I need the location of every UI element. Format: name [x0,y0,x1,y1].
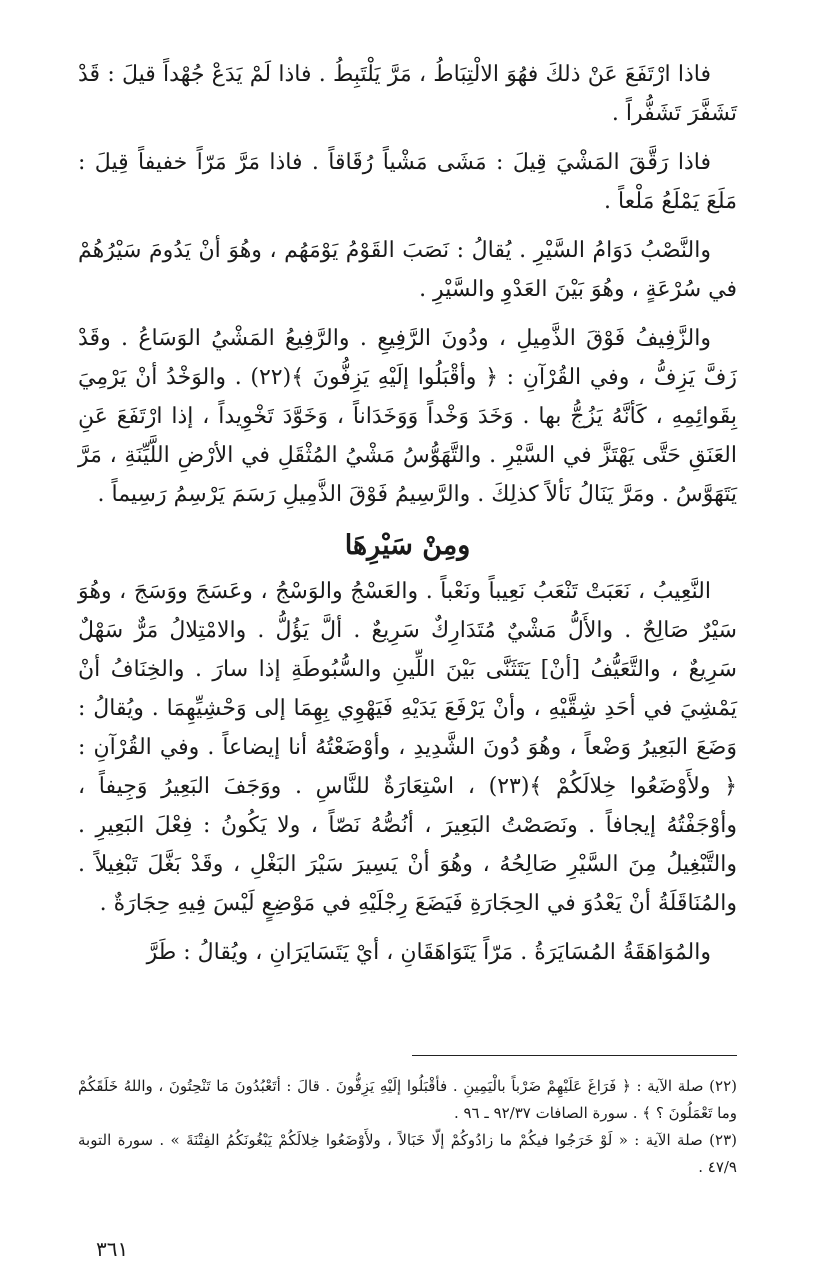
paragraph-text: فاذا ارْتَفَعَ عَنْ ذلكَ فهُوَ الالْتِبَاطُ ، مَرَّ يَلْتَبِطُ . فاذا لَمْ يَدَعْ جُهْداً قيلَ : قَدْ تَشَفَّرَ تَشَفُّراً . [78,62,737,126]
footnote-23: (٢٣) صلة الآية : « لَوْ خَرَجُوا فيكُمْ ما زادُوكُمْ إلّا خَبَالاً ، ولأَوْضَعُوا خِلالَكُمْ يَبْغُونَكُمُ الفِتْنَةَ » . سورة التوبة ٤٧/٩ . [78,1131,737,1176]
section-heading: ومِنْ سَيْرِهَا [344,530,471,561]
paragraph-text: النَّعِيبُ ، نَعَبَتْ تَنْعَبُ نَعِيباً ونَعْباً . والعَسْجُ والوَسْجُ ، وعَسَجَ ووَسَجَ ، وهُوَ سَيْرٌ صَالِحٌ . والأَلُّ مَشْيٌ مُتَدَارِكٌ سَرِيعٌ . ألَّ يَؤُلُّ . والامْتِلالُ مَرٌّ سَهْلٌ سَرِيعٌ ، والتَّعَيُّفُ [أنْ] يَتَثَنَّى بَيْنَ اللِّينِ والسُّبُوطَةِ إذا سارَ . والخِنَافُ أنْ يَمْشِيَ في أحَدِ شِقَّيْهِ ، وأنْ يَرْفَعَ يَدَيْهِ فَيَهْوِي بِهِمَا إلى وَحْشِيِّهِمَا . ويُقالُ : وَضَعَ البَعِيرُ وَضْعاً ، وهُوَ دُونَ الشَّدِيدِ ، وأوْضَعْتُهُ أنا إيضاعاً . وفي القُرْآنِ : ﴿ ولأَوْضَعُوا خِلالَكُمْ ﴾(٢٣) ، اسْتِعَارَةٌ للنَّاسِ . ووَجَفَ البَعِيرُ وَجِيفاً ، وأوْجَفْتُهُ إيجافاً . ونَصَصْتُ البَعِيرَ ، أنُصُّهُ نَصّاً ، ولا يَكُونُ : فِعْلَ البَعِيرِ . والتَّبْغِيلُ مِنَ السَّيْرِ صَالِحُهُ ، وهُوَ أنْ يَسِيرَ سَيْرَ البَغْلِ ، وقَدْ بَغَّلَ تَبْغِيلاً . والمُنَاقَلَةُ أنْ يَعْدُوَ في الحِجَارَةِ فَيَضَعَ رِجْلَيْهِ في مَوْضِعٍ لَيْسَ فِيهِ حِجَارَةٌ . [78,579,738,916]
footnote-divider [412,1055,737,1056]
paragraph-malaa [78,143,737,221]
book-page [78,55,737,1287]
paragraph-text: فاذا رَقَّقَ المَشْيَ قِيلَ : مَشَى مَشْياً رُقَاقاً . فاذا مَرَّ مَرّاً خفيفاً قِيلَ : مَلَعَ يَمْلَعُ مَلْعاً . [78,150,737,214]
paragraph-zafif [78,319,737,514]
paragraph-iltibat [78,55,737,133]
footnotes [78,1073,737,1181]
paragraph-text: والزَّفِيفُ فَوْقَ الذَّمِيلِ ، ودُونَ الرَّفِيعِ . والرَّفِيعُ المَشْيُ الوَسَاعُ . وقَدْ زَفَّ يَزِفُّ ، وفي القُرْآنِ : ﴿ وأقْبَلُوا إلَيْهِ يَزِفُّونَ ﴾(٢٢) . والوَخْدُ أنْ يَرْمِيَ بِقَوائِمِهِ ، كَأنَّهُ يَزُجُّ بها . وَخَدَ وَخْداً وَوَخَدَاناً ، وَخَوَّدَ تَخْوِيداً ، إذا ارْتَفَعَ عَنِ العَنَقِ حَتَّى يَهْتَزَّ في السَّيْرِ . والتَّهَوُّسُ مَشْيُ المُثْقَلِ في الأرْضِ اللَّيِّنَةِ ، مَرَّ يَتَهَوَّسُ . ومَرَّ يَنَالُ نَألاً كذلِكَ . والرَّسِيمُ فَوْقَ الذَّمِيلِ رَسَمَ يَرْسِمُ رَسِيماً . [78,326,738,507]
paragraph-muwahaqa [78,933,737,972]
paragraph-naib [78,572,737,923]
paragraph-text: والمُوَاهَقَةُ المُسَايَرَةُ . مَرّاً يَتَوَاهَقَانِ ، أيْ يَتَسَايَرَانِ ، ويُقالُ : طَرَّ [146,940,711,965]
paragraph-text: والنَّصْبُ دَوَامُ السَّيْرِ . يُقالُ : نَصَبَ القَوْمُ يَوْمَهُم ، وهُوَ أنْ يَدُومَ سَيْرُهُمْ في سُرْعَةٍ ، وهُوَ بَيْنَ العَدْوِ والسَّيْرِ . [78,238,737,302]
footnote-22: (٢٢) صلة الآية : ﴿ فَرَاغَ عَلَيْهِمْ ضَرْباً بالْيَمِينِ . فأقْبَلُوا إلَيْهِ يَزِفُّونَ . قالَ : أتَعْبُدُونَ مَا تَنْحِتُونَ ، واللهُ خَلَقَكُمْ وما تَعْمَلُونَ ؟ ﴾ . سورة الصافات ٩٢/٣٧ ـ ٩٦ . [78,1077,737,1122]
page-number: ٣٦١ [96,1237,129,1261]
paragraph-nasb [78,231,737,309]
